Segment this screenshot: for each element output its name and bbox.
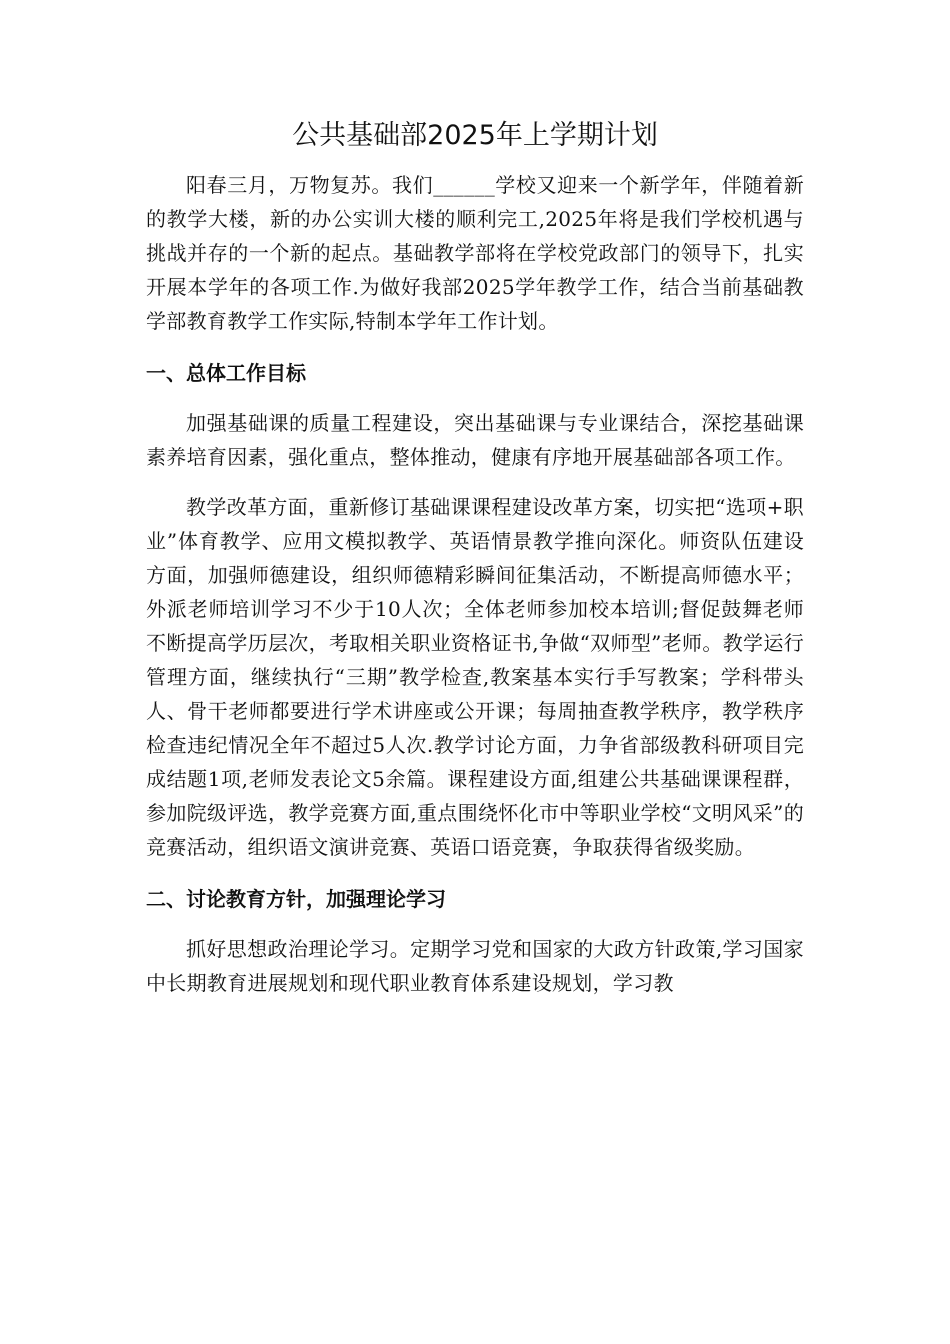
section-heading-theory: 二、讨论教育方针，加强理论学习	[146, 887, 446, 911]
document-title: 公共基础部2025年上学期计划	[292, 120, 658, 151]
intro-paragraph: 阳春三月，万物复苏。我们______学校又迎来一个新学年，伴随着新的教学大楼，新的办公实训大楼的顺利完工,2025年将是我们学校机遇与挑战并存的一个新的起点。基础教学部将在学校党政部门的领导下，扎实开展本学年的各项工作.为做好我部2025学年教学工作，结合当前基础教学部教育教学工作实际,特制本学年工作计划。	[146, 173, 804, 333]
body-paragraph: 加强基础课的质量工程建设，突出基础课与专业课结合，深挖基础课素养培育因素，强化重点，整体推动，健康有序地开展基础部各项工作。	[146, 411, 804, 469]
body-paragraph: 教学改革方面，重新修订基础课课程建设改革方案，切实把“选项+职业”体育教学、应用文模拟教学、英语情景教学推向深化。师资队伍建设方面，加强师德建设，组织师德精彩瞬间征集活动，不断提高师德水平；外派老师培训学习不少于10人次；全体老师参加校本培训;督促鼓舞老师不断提高学历层次，考取相关职业资格证书,争做“双师型”老师。教学运行管理方面，继续执行“三期”教学检查,教案基本实行手写教案；学科带头人、骨干老师都要进行学术讲座或公开课；每周抽查教学秩序，教学秩序检查违纪情况全年不超过5人次.教学讨论方面，力争省部级教科研项目完成结题1项,老师发表论文5余篇。课程建设方面,组建公共基础课课程群，参加院级评选，教学竞赛方面,重点围绕怀化市中等职业学校“文明风采”的竞赛活动，组织语文演讲竞赛、英语口语竞赛，争取获得省级奖励。	[146, 495, 804, 859]
section-heading-goals: 一、总体工作目标	[146, 361, 306, 385]
body-paragraph: 抓好思想政治理论学习。定期学习党和国家的大政方针政策,学习国家中长期教育进展规划和现代职业教育体系建设规划，学习教	[146, 937, 804, 995]
